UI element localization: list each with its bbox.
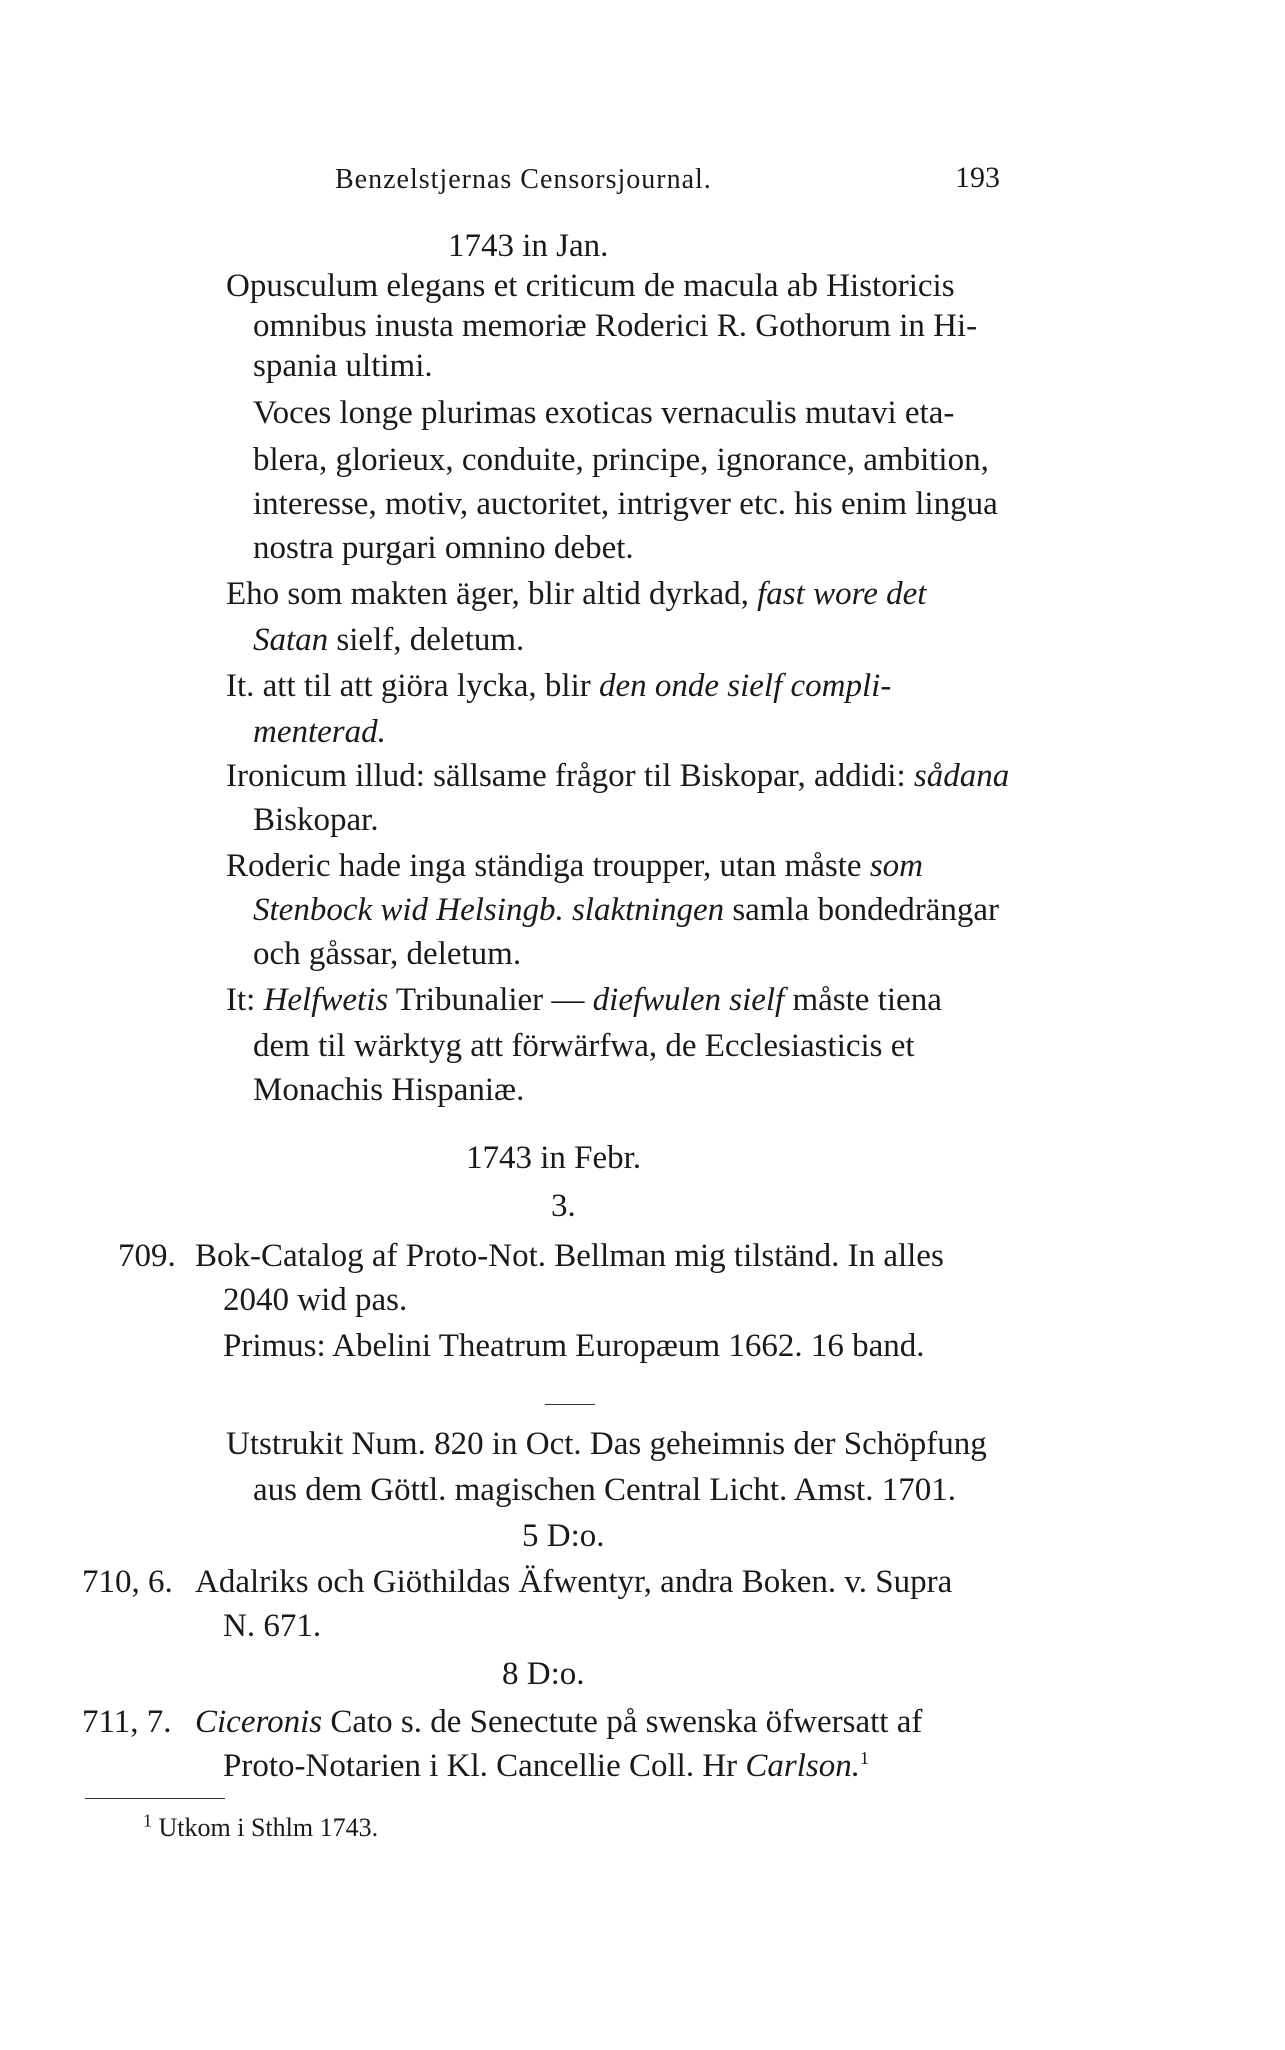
text-line: Bok-Catalog af Proto-Not. Bellman mig tilständ. In alles [195,1238,944,1274]
text-line: Opusculum elegans et criticum de macula ab Historicis [226,268,955,304]
text-line [226,666,891,706]
text-span: It. att til att giöra lycka, blir [226,668,599,704]
footnote-ref: 1 [860,1748,870,1768]
text-span: Eho som makten äger, blir altid dyrkad, [226,576,758,612]
text-line [253,620,524,660]
text-span: samla bondedrängar [724,892,999,928]
page-number: 193 [955,161,1000,194]
italic-span: den onde sielf compli- [598,668,892,704]
text-line: omnibus inusta memoriæ Roderici R. Gothorum in Hi- [253,308,978,344]
text-span: It: [226,982,264,1018]
text-line [195,1702,922,1742]
running-title: Benzelstjernas Censorsjournal. [335,164,712,195]
italic-span: sådana [913,758,1010,794]
text-span: Cato s. de Senectute på swenska öfwersatt af [322,1704,923,1740]
text-line: interesse, motiv, auctoritet, intrigver etc. his enim lingua [253,486,998,522]
text-line: aus dem Göttl. magischen Central Licht. Amst. 1701. [253,1472,956,1508]
text-line: Adalriks och Giöthildas Äfwentyr, andra Boken. v. Supra [195,1564,953,1600]
text-line [223,1746,869,1786]
italic-span: Ciceronis [195,1704,323,1740]
text-span: Roderic hade inga ständiga troupper, utan måste [226,848,870,884]
italic-span: som [869,848,923,884]
text-span: Ironicum illud: sällsame frågor til Biskopar, addidi: [226,758,914,794]
text-line [253,890,999,930]
text-line: dem til wärktyg att förwärfwa, de Ecclesiasticis et [253,1028,915,1064]
item-count: 5 D:o. [522,1518,605,1554]
text-line: Biskopar. [253,802,379,838]
day-number: 3. [551,1188,576,1224]
text-line: spania ultimi. [253,348,433,384]
text-line: nostra purgari omnino debet. [253,530,634,566]
text-span: måste tiena [784,982,942,1018]
text-line: blera, glorieux, conduite, principe, ignorance, ambition, [253,442,989,478]
entry-number-709: 709. [118,1238,176,1274]
italic-span: Helfwetis [263,982,389,1018]
text-span: sielf, deletum. [328,622,525,658]
italic-span: diefwulen sielf [592,982,785,1018]
item-count: 8 D:o. [502,1656,585,1692]
text-line: och gåssar, deletum. [253,936,522,972]
text-line: Primus: Abelini Theatrum Europæum 1662. 16 band. [223,1328,925,1364]
date-heading-feb: 1743 in Febr. [466,1140,642,1176]
footnote [143,1808,378,1848]
footnote-rule [85,1798,225,1799]
text-line: Utstrukit Num. 820 in Oct. Das geheimnis der Schöpfung [226,1426,987,1462]
separator-rule [545,1404,595,1405]
text-span: Proto-Notarien i Kl. Cancellie Coll. Hr [223,1748,746,1784]
text-line: Monachis Hispaniæ. [253,1072,525,1108]
italic-span: Satan [253,622,329,658]
text-line [226,574,926,614]
italic-span: Carlson. [745,1748,861,1784]
text-line: menterad. [253,714,386,750]
italic-span: fast wore det [757,576,927,612]
entry-number-710: 710, 6. [82,1564,173,1600]
entry-number-711: 711, 7. [82,1704,172,1740]
text-line [226,980,942,1020]
text-line [226,756,1009,796]
text-line [226,846,923,886]
text-line: Voces longe plurimas exoticas vernaculis mutavi eta- [253,395,955,431]
text-line: 2040 wid pas. [223,1282,408,1318]
text-line: N. 671. [223,1608,322,1644]
italic-span: Stenbock wid Helsingb. slaktningen [253,892,725,928]
footnote-text: Utkom i Sthlm 1743. [158,1813,379,1842]
footnote-mark: 1 [143,1810,152,1831]
date-heading-jan: 1743 in Jan. [448,228,609,264]
text-span: Tribunalier — [388,982,593,1018]
